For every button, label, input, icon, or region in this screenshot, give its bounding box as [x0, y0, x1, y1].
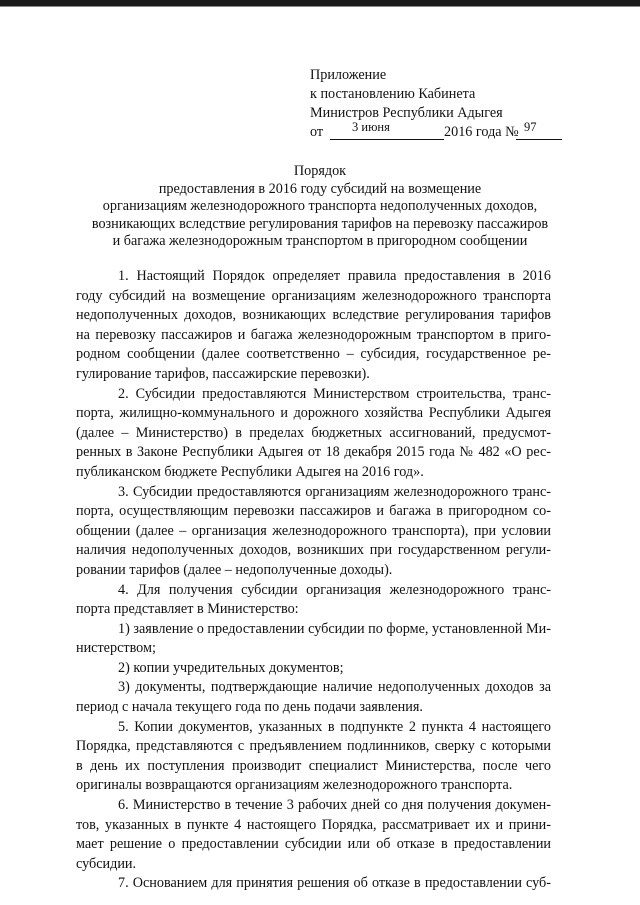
- handwritten-number: 97: [524, 120, 537, 134]
- appendix-title: Приложение: [310, 67, 387, 83]
- body-line: недополученных доходов, возникающих вследствие регулирования тарифов: [76, 307, 551, 324]
- body-line: 3. Субсидии предоставляются организациям железнодорожного транс-: [118, 483, 551, 500]
- body-line: 2. Субсидии предоставляются Министерством строительства, транс-: [118, 385, 551, 402]
- body-line: 1) заявление о предоставлении субсидии по форме, установленной Ми-: [118, 620, 551, 637]
- body-line: ренных в Законе Республики Адыгея от 18 декабря 2015 года № 482 «О рес-: [76, 444, 551, 461]
- appendix-date-line: [310, 120, 630, 142]
- body-line: 3) документы, подтверждающие наличие недополученных доходов за: [118, 679, 551, 696]
- body-line: (далее – Министерство) в пределах бюджетных ассигнований, предусмот-: [76, 424, 551, 441]
- number-blank: [516, 139, 562, 140]
- title-line: предоставления в 2016 году субсидий на возмещение: [158, 180, 482, 197]
- appendix-resolution: к постановлению Кабинета: [310, 86, 476, 102]
- title-line: Порядок: [293, 163, 347, 179]
- body-line: на перевозку пассажиров и багажа железнодорожным транспортом в приго-: [76, 326, 551, 343]
- body-line: публиканском бюджете Республики Адыгея на 2016 год».: [76, 463, 424, 480]
- date-blank: [330, 139, 444, 140]
- body-line: в день их поступления производит специалист Министерства, после чего: [76, 757, 551, 774]
- date-prefix: от: [310, 124, 324, 140]
- document-title: [60, 163, 580, 251]
- body-line: 2) копии учредительных документов;: [118, 659, 344, 676]
- body-line: родном сообщении (далее соответственно – субсидия, государственное ре-: [76, 346, 551, 363]
- body-line: нистерством;: [76, 640, 156, 657]
- scan-top-edge-line: [0, 6, 640, 7]
- body-line: гулирование тарифов, пассажирские перевозки).: [76, 365, 370, 382]
- document-body: [76, 267, 551, 894]
- body-line: тов, указанных в пункте 4 настоящего Порядка, рассматривает их и прини-: [76, 816, 551, 833]
- body-line: порта, жилищно-коммунального и дорожного хозяйства Республики Адыгея: [76, 405, 551, 422]
- body-line: Порядка, представляются с предъявлением подлинников, сверку с которыми: [76, 738, 551, 755]
- year-label: 2016 года №: [444, 124, 519, 140]
- body-line: общении (далее – организация железнодорожного транспорта), при условии: [76, 522, 551, 539]
- body-line: 7. Основанием для принятия решения об отказе в предоставлении суб-: [118, 875, 551, 892]
- body-line: субсидии.: [76, 855, 137, 872]
- body-line: мает решение о предоставлении субсидии или об отказе в предоставлении: [76, 836, 551, 853]
- body-line: порта, осуществляющим перевозки пассажиров и багажа в пригородном со-: [76, 503, 551, 520]
- body-line: наличия недополученных доходов, возникших при государственном регули-: [76, 542, 551, 559]
- body-line: оригиналы возвращаются организациям железнодорожного транспорта.: [76, 777, 513, 794]
- body-line: 1. Настоящий Порядок определяет правила предоставления в 2016: [118, 268, 551, 284]
- appendix-header: [310, 66, 630, 142]
- body-line: порта представляет в Министерство:: [76, 601, 299, 618]
- body-line: 4. Для получения субсидии организация железнодорожного транс-: [118, 581, 551, 598]
- body-line: году субсидий на возмещение организациям железнодорожного транспорта: [76, 287, 551, 304]
- title-line: организациям железнодорожного транспорта недополученных доходов,: [102, 198, 538, 215]
- title-line: и багажа железнодорожным транспортом в пригородном сообщении: [112, 233, 528, 250]
- handwritten-date: 3 июня: [352, 120, 390, 134]
- body-line: 5. Копии документов, указанных в подпункте 2 пункта 4 настоящего: [118, 718, 551, 735]
- title-line: возникающих вследствие регулирования тарифов на перевозку пассажиров: [91, 215, 549, 232]
- appendix-cabinet: Министров Республики Адыгея: [310, 105, 503, 121]
- body-line: ровании тарифов (далее – недополученные доходы).: [76, 561, 393, 578]
- body-line: период с начала текущего года по день подачи заявления.: [76, 699, 423, 716]
- body-line: 6. Министерство в течение 3 рабочих дней со дня получения докумен-: [118, 797, 551, 814]
